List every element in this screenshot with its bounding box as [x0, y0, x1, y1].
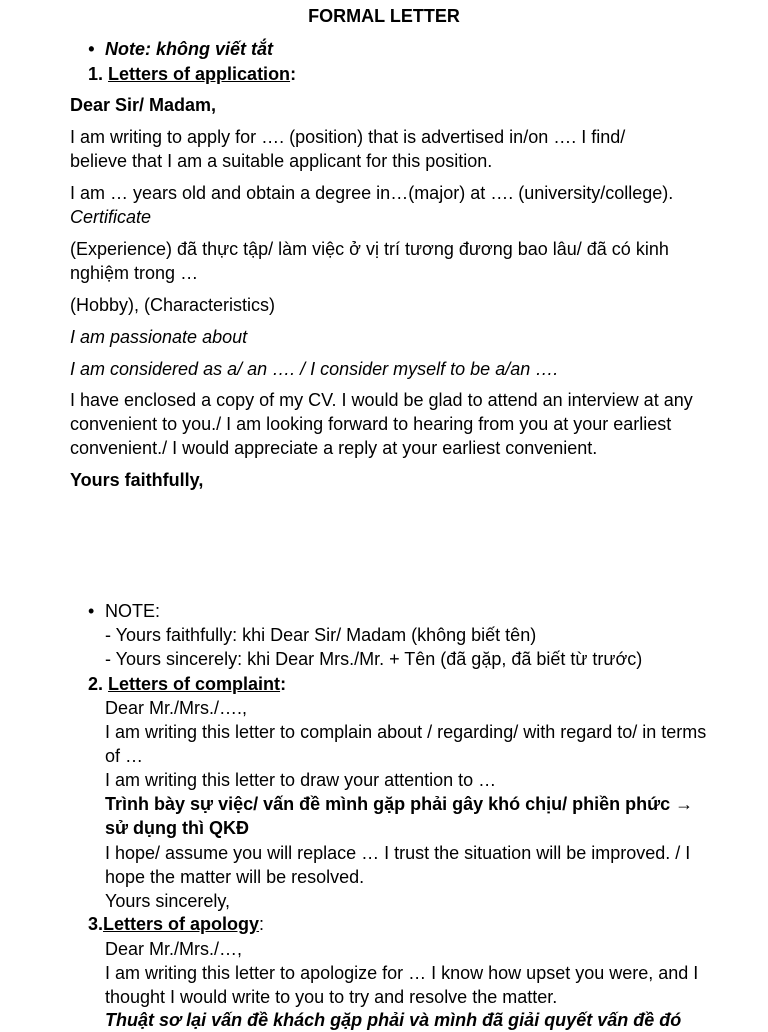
section2-line: I am writing this letter to complain about / regarding/ with regard to/ in terms: [105, 722, 707, 742]
note2-label: NOTE:: [105, 601, 161, 621]
section2-closing: Yours sincerely,: [105, 891, 231, 911]
section1-salutation: Dear Sir/ Madam,: [70, 95, 217, 115]
section1-p1-line2: believe that I am a suitable applicant for this position.: [70, 151, 493, 171]
note2-item: - Yours sincerely: khi Dear Mrs./Mr. + Tên (đã gặp, đã biết từ trước): [105, 649, 643, 669]
section1-p2-line1: I am … years old and obtain a degree in…(major) at …. (university/college).: [70, 183, 674, 203]
section3-line: Thuật sơ lại vấn đề khách gặp phải và mình đã giải quyết vấn đề đó: [105, 1010, 682, 1030]
section1-closing: Yours faithfully,: [70, 470, 204, 490]
section3-colon: :: [259, 914, 265, 934]
section1-p3-line1: (Experience) đã thực tập/ làm việc ở vị trí tương đương bao lâu/ đã có kinh: [70, 239, 669, 259]
section2-colon: :: [280, 674, 287, 694]
note-top: [88, 37, 273, 61]
section2-heading: [88, 672, 286, 696]
section2-line: hope the matter will be resolved.: [105, 867, 365, 887]
section3-line: thought I would write to you to try and resolve the matter.: [105, 987, 558, 1007]
section1-p4: (Hobby), (Characteristics): [70, 295, 276, 315]
section2-line: I hope/ assume you will replace … I trust the situation will be improved. / I: [105, 843, 691, 863]
section3-title: Letters of apology: [103, 914, 260, 934]
section3-salutation: Dear Mr./Mrs./…,: [105, 939, 243, 959]
note2-label-row: [88, 599, 160, 623]
section3-number: 3.: [88, 914, 104, 934]
section1-p7-line1: I have enclosed a copy of my CV. I would be glad to attend an interview at any: [70, 390, 693, 410]
section1-title: Letters of application: [108, 64, 291, 84]
section1-number: 1.: [88, 64, 104, 84]
section2-salutation: Dear Mr./Mrs./….,: [105, 698, 248, 718]
section1-heading: [88, 62, 296, 86]
section2-title: Letters of complaint: [108, 674, 281, 694]
document-title: FORMAL LETTER: [308, 6, 460, 26]
section2-line: I am writing this letter to draw your attention to …: [105, 770, 497, 790]
section1-p3-line2: nghiệm trong …: [70, 263, 199, 283]
section3-heading: [88, 912, 264, 936]
section1-colon: :: [290, 64, 297, 84]
section3-line: I am writing this letter to apologize for … I know how upset you were, and I: [105, 963, 699, 983]
section1-p7-line3: convenient./ I would appreciate a reply at your earliest convenient.: [70, 438, 598, 458]
bullet-icon: •: [88, 601, 95, 621]
section1-p1-line1: I am writing to apply for …. (position) that is advertised in/on …. I find/: [70, 127, 626, 147]
section2-line: Trình bày sự việc/ vấn đề mình gặp phải gây khó chịu/ phiền phức →: [105, 794, 694, 814]
section1-p6: I am considered as a/ an …. / I consider myself to be a/an ….: [70, 359, 559, 379]
note-top-text: Note: không viết tắt: [105, 39, 274, 59]
section2-line: sử dụng thì QKĐ: [105, 818, 250, 838]
note2-item: - Yours faithfully: khi Dear Sir/ Madam (không biết tên): [105, 625, 537, 645]
section2-line: of …: [105, 746, 144, 766]
section1-p2-line2: Certificate: [70, 207, 152, 227]
section2-number: 2.: [88, 674, 104, 694]
section1-p7-line2: convenient to you./ I am looking forward to hearing from you at your earliest: [70, 414, 672, 434]
section1-p5: I am passionate about: [70, 327, 248, 347]
bullet-icon: •: [88, 39, 95, 59]
